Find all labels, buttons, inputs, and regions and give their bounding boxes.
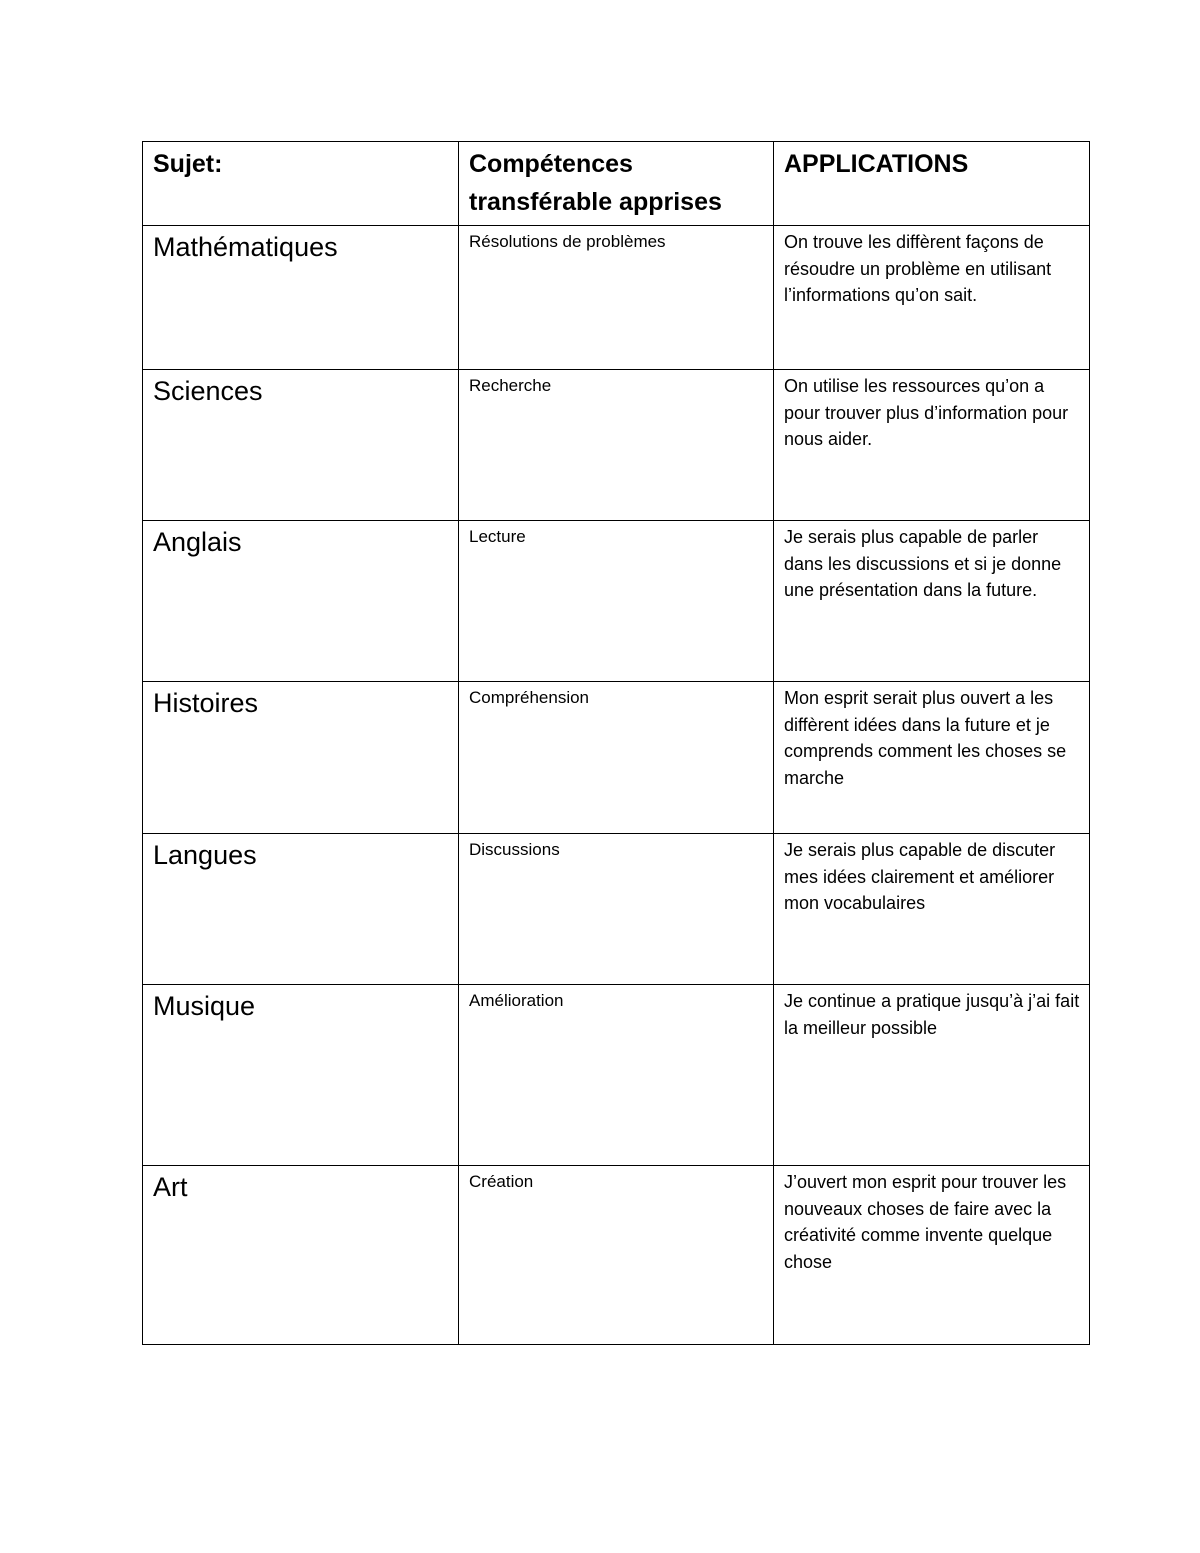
table-row <box>143 985 1090 1166</box>
application-cell: Je continue a pratique jusqu’à j’ai fait la meilleur possible <box>774 985 1090 1166</box>
table-row <box>143 682 1090 834</box>
skill-cell: Lecture <box>459 521 774 682</box>
subject-cell: Histoires <box>143 682 459 834</box>
skill-cell: Résolutions de problèmes <box>459 226 774 370</box>
application-cell: Je serais plus capable de parler dans les discussions et si je donne une présentation dans la future. <box>774 521 1090 682</box>
application-cell: J’ouvert mon esprit pour trouver les nouveaux choses de faire avec la créativité comme invente quelque chose <box>774 1166 1090 1345</box>
table-header-row <box>143 142 1090 226</box>
application-cell: On utilise les ressources qu’on a pour trouver plus d’information pour nous aider. <box>774 370 1090 521</box>
skill-cell: Discussions <box>459 834 774 985</box>
table-row <box>143 370 1090 521</box>
skills-table <box>142 141 1090 1345</box>
subject-cell: Anglais <box>143 521 459 682</box>
skill-cell: Amélioration <box>459 985 774 1166</box>
application-cell: Mon esprit serait plus ouvert a les diffèrent idées dans la future et je comprends comment les choses se marche <box>774 682 1090 834</box>
subject-cell: Sciences <box>143 370 459 521</box>
application-cell: On trouve les diffèrent façons de résoudre un problème en utilisant l’informations qu’on sait. <box>774 226 1090 370</box>
header-subject: Sujet: <box>143 142 459 226</box>
subject-cell: Art <box>143 1166 459 1345</box>
skill-cell: Compréhension <box>459 682 774 834</box>
table-row <box>143 1166 1090 1345</box>
skill-cell: Création <box>459 1166 774 1345</box>
skill-cell: Recherche <box>459 370 774 521</box>
subject-cell: Mathématiques <box>143 226 459 370</box>
subject-cell: Langues <box>143 834 459 985</box>
table-row <box>143 834 1090 985</box>
application-cell: Je serais plus capable de discuter mes idées clairement et améliorer mon vocabulaires <box>774 834 1090 985</box>
table-row <box>143 521 1090 682</box>
header-skills: Compétences transférable apprises <box>459 142 774 226</box>
subject-cell: Musique <box>143 985 459 1166</box>
header-applications: APPLICATIONS <box>774 142 1090 226</box>
table-row <box>143 226 1090 370</box>
